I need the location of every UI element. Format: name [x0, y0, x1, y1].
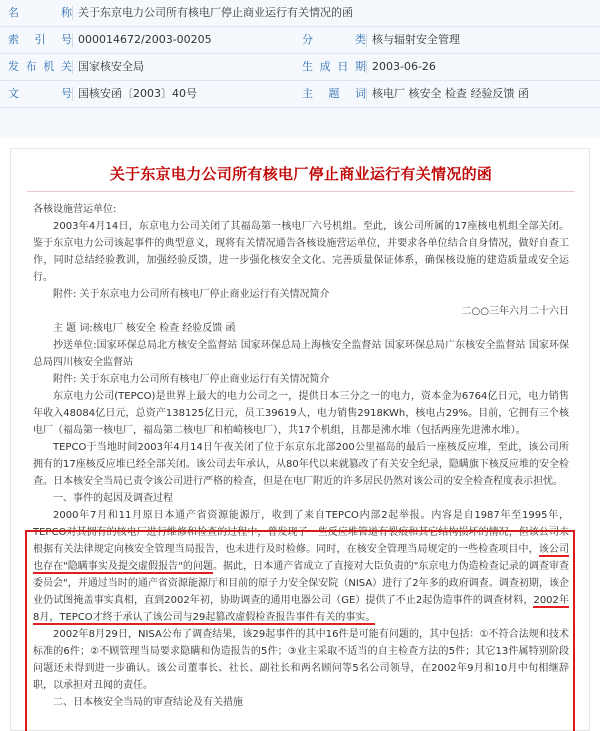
title-value: 关于东京电力公司所有核电厂停止商业运行有关情况的函: [78, 6, 353, 19]
category-label: 分 类: [302, 33, 366, 46]
date-label: 生成日期: [302, 60, 366, 73]
index-value: 000014672/2003-00205: [78, 33, 212, 46]
date-value: 2003-06-26: [372, 60, 436, 73]
issuer-label: 发布机关: [8, 60, 72, 73]
keywords-value: 核电厂 核安全 检查 经验反馈 函: [372, 87, 529, 100]
paragraph-investigation: [33, 507, 569, 626]
paragraph-intro: 2003年4月14日，东京电力公司关闭了其福岛第一核电厂六号机组。至此，该公司所属的17座核电机组全部关闭。鉴于东京电力公司该起事件的典型意义，现将有关情况通告各核设施营运单位，并要求各单位结合自身情况，做好自查工作，同时总结经验教训，加强经验反馈，进一步强化核安全文化、完善质量保证体系，确保核设施的建造质量或安全运行。: [33, 221, 569, 283]
meta-row-issuer: [0, 54, 600, 81]
attachment-line: 附件: 关于东京电力公司所有核电厂停止商业运行有关情况简介: [53, 289, 330, 300]
title-divider: [27, 191, 575, 192]
article-body: [33, 201, 569, 711]
docno-label: 文 号: [8, 87, 72, 100]
issue-date: 二○○三年六月二十六日: [461, 306, 569, 317]
section-heading-1: 一、事件的起因及调查过程: [53, 493, 173, 504]
document-metadata-table: [0, 0, 600, 138]
keywords-label: 主 题 词: [302, 87, 366, 100]
divider: [72, 87, 73, 101]
docno-value: 国核安函〔2003〕40号: [78, 87, 197, 100]
section-heading-2: 二、日本核安全当局的审查结论及有关措施: [53, 697, 243, 708]
title-label: 名 称: [8, 6, 72, 19]
divider: [366, 87, 367, 101]
divider: [72, 33, 73, 47]
meta-row-index: [0, 27, 600, 54]
divider: [72, 60, 73, 74]
highlighted-text-concealment: 该公司也存在"隐瞒事实及提交虚假报告"的问题: [33, 544, 570, 572]
meta-row-title: [0, 0, 600, 27]
article-title: 关于东京电力公司所有核电厂停止商业运行有关情况的函: [109, 165, 493, 183]
divider: [366, 60, 367, 74]
salutation: 各核设施营运单位:: [33, 204, 117, 215]
paragraph-company: 东京电力公司(TEPCO)是世界上最大的电力公司之一，提供日本三分之一的电力，资本金为6764亿日元，电力销售年收入48084亿日元，总资产138125亿日元，员工39619人，电力销售2918KWh，核电占29%。目前，它拥有三个核电厂（福岛第一核电厂，福岛第二核电厂和柏崎核电厂），共17个机组，且都是沸水堆（包括两座先进沸水堆）。: [33, 391, 569, 436]
cc-line: 抄送单位:国家环保总局北方核安全监督站 国家环保总局上海核安全监督站 国家环保总局广东核安全监督站 国家环保总局四川核安全监督站: [33, 340, 569, 368]
paragraph-nisa-results: 2002年8月29日，NISA公布了调查结果，该29起事件的其中16件是可能有问题的，其中包括：①不符合法规和技术标准的6件；②不顾管理当局要求隐瞒和伪造报告的5件；③业主采取不适当的自主检查方法的5件；其它13件属特别阶段问题还未得到进一步确认。该公司董事长、社长、副社长和两名顾问等5名公司领导，在2002年9月和10月中旬相继辞职，以承担对丑闻的责任。: [33, 629, 569, 691]
attachment-heading: 附件: 关于东京电力公司所有核电厂停止商业运行有关情况简介: [53, 374, 330, 385]
category-value: 核与辐射安全管理: [372, 33, 460, 46]
keywords-line: 主 题 词:核电厂 核安全 检查 经验反馈 函: [53, 323, 236, 334]
investigation-text-cont: 。据此，日本通产省成立了直接对大臣负责的"东京电力伪造检查记录的调查审查委员会"，并通过当时的通产省资源能源厅和目前的原子力安全保安院（NISA）进行了2年多的政府调查。调查初期，该企业仍试图掩盖事实真相，直到2002年初，协助调查的通用电器公司（GE）提供了不止2起伪造事件的调查材料，: [33, 561, 569, 606]
highlighted-text-admission: 2002年8月，TEPCO才终于承认了该公司与29起篡改虚假检查报告事件有关的事实。: [33, 595, 569, 623]
issuer-value: 国家核安全局: [78, 60, 144, 73]
divider: [366, 33, 367, 47]
index-label: 索 引 号: [8, 33, 72, 46]
divider: [72, 6, 73, 20]
paragraph-shutdown: TEPCO于当地时间2003年4月14日午夜关闭了位于东京东北部200公里福岛的最后一座核反应堆，至此，该公司所拥有的17座核反应堆已经全部关闭。该公司去年承认，从80年代以来就篡改了有关安全纪录，隐瞒旗下核反应堆的安全检查。日本核安全当局已责令该公司进行严格的检查，但是在电厂附近的许多居民仍然对该公司的安全检查程度表示担忧。: [33, 442, 569, 487]
investigation-text: 2000年7月和11月原日本通产省资源能源厅，收到了来自TEPCO内部2起举报。内容是自1987年至1995年，TEPCO对其拥有的核电厂进行维修和检查的过程中，曾发现了一些反应堆管道有裂痕和其它结构损坏的情况，但该公司未根据有关法律规定向核安全管理当局报告，也未进行及时检修。同时，在核安全管理当局规定的一些检查项目中，: [33, 510, 569, 555]
article-container: [10, 148, 590, 731]
meta-row-docno: [0, 81, 600, 108]
